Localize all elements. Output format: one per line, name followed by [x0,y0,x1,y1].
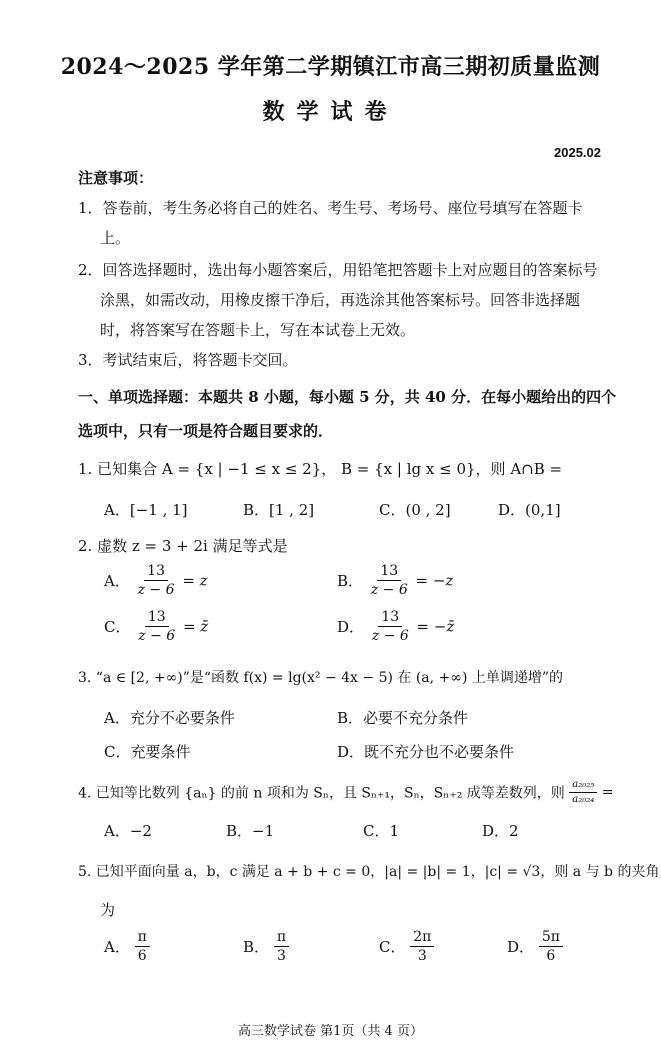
q4-stem: 4. 已知等比数列 {aₙ} 的前 n 项和为 Sₙ，且 Sₙ₊₁，Sₙ，Sₙ₊₂ 成等差数列，则 $\frac{\text{a₂₀₂₅}}{\text{a₂₀₂₄}}$ = [78,779,614,805]
q5-option-b: B． $\frac{\pi}{3}$ [243,930,289,963]
q1-option-c: C．(0 , 2] [379,501,451,519]
q1-option-a: A．[−1 , 1] [104,501,188,519]
q3-option-d: D．既不充分也不必要条件 [337,743,515,761]
q4-option-d: D．2 [482,822,519,840]
section-heading-1: 一、单项选择题：本题共 8 小题，每小题 5 分，共 40 分．在每小题给出的四个 [78,388,617,406]
q2-option-b: B． $\frac{13}{z - 6}$ = −z [337,563,454,598]
q2-option-a: A． $\frac{13}{z - 6}$ = z [104,563,208,598]
q3-stem: 3. “a ∈ [2, +∞)”是“函数 f(x) = lg(x² − 4x − 5) 在 (a, +∞) 上单调递增”的 [78,670,564,686]
q5-option-d: D． $\frac{5\pi}{6}$ [507,930,563,963]
q5-option-a: A． $\frac{\pi}{6}$ [104,930,150,963]
q2-option-d: D． $\frac{13}{z - 6}$ = −z̄ [337,609,455,644]
note-line-5: 时，将答案写在答题卡上，写在本试卷上无效。 [100,321,416,339]
q4-option-b: B．−1 [226,822,275,840]
exam-subtitle: 数学试卷 [262,99,399,125]
notes-heading: 注意事项： [78,169,154,187]
q4-option-c: C．1 [363,822,400,840]
q4-option-a: A．−2 [104,822,152,840]
q2-stem: 2. 虚数 z = 3 + 2i 满足等式是 [78,537,288,555]
section-heading-2: 选项中，只有一项是符合题目要求的． [78,422,334,440]
q5-stem-continued: 为 [100,901,116,919]
q5-stem: 5. 已知平面向量 a，b，c 满足 a + b + c = 0，|a| = |b| = 1，|c| = √3，则 a 与 b 的夹角 [78,864,660,880]
q2-option-c: C． $\frac{13}{z - 6}$ = z̄ [104,609,209,644]
q3-option-b: B．必要不充分条件 [337,709,469,727]
exam-date: 2025.02 [554,145,601,160]
exam-title: 2024～2025 学年第二学期镇江市高三期初质量监测 [60,54,601,80]
note-line-2: 上。 [100,229,131,247]
q1-option-b: B．[1 , 2] [243,501,315,519]
note-line-4: 涂黑，如需改动，用橡皮擦干净后，再选涂其他答案标号。回答非选择题 [100,291,581,309]
page-footer: 高三数学试卷 第1页（共 4 页） [238,1024,423,1039]
q3-option-a: A．充分不必要条件 [104,709,235,727]
q5-option-c: C． $\frac{2\pi}{3}$ [379,930,434,963]
note-line-6: 3．考试结束后，将答题卡交回。 [78,351,298,369]
q1-stem: 1. 已知集合 A = {x | −1 ≤ x ≤ 2}， B = {x | lg x ≤ 0}，则 A∩B = [78,460,563,478]
q3-option-c: C．充要条件 [104,743,191,761]
note-line-3: 2．回答选择题时，选出每小题答案后，用铅笔把答题卡上对应题目的答案标号 [78,261,598,279]
q1-option-d: D．(0,1] [498,501,561,519]
note-line-1: 1．答卷前，考生务必将自己的姓名、考生号、考场号、座位号填写在答题卡 [78,199,583,217]
